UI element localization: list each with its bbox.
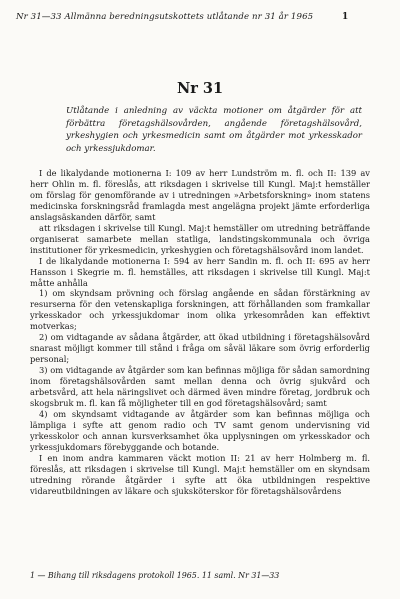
list-item: 2) om vidtagande av sådana åtgärder, att ökad utbildning i företagshälsovård snarast möjligt kommer till stånd i fråga om såväl läkare som övrig erforderlig personal; — [30, 332, 370, 365]
list-item: 1) om skyndsam prövning och förslag angående en sådan förstärkning av resurserna för den vetenskapliga forskningen, att förhållanden som framkallar yrkesskador och yrkessjukdomar inom olika yrkesområden kan effektivt motverkas; — [30, 288, 370, 332]
paragraph: I en inom andra kammaren väckt motion II: 21 av herr Holmberg m. fl. föreslås, att riksdagen i skrivelse till Kungl. Maj:t hemställer om en skyndsam utredning rörande åtgärder i syfte att öka utbildningen respektive vidareutbildningen av läkare och sjuksköterskor för företagshälsovårdens — [30, 452, 370, 496]
footnote: 1 — Bihang till riksdagens protokoll 1965. 11 saml. Nr 31—33 — [30, 571, 280, 580]
list-item: 3) om vidtagande av åtgärder som kan befinnas möjliga för sådan samordning inom företagshälsovården samt mellan denna och övrig sjukvård och arbetsvård, att hela näringslivet och därmed även mindre företag, jordbruk och skogsbruk m. fl. kan få möjligheter till en god företagshälsovård; samt — [30, 365, 370, 409]
paragraph: I de likalydande motionerna I: 109 av herr Lundström m. fl. och II: 139 av herr Ohlin m. fl. föreslås, att riksdagen i skrivelse till Kungl. Maj:t hemställer om förslag för genomförande av i utredningen »Arbetsforskning» inom statens medicinska forskningsråd framlagda mest angelägna projekt jämte erforderliga anslagsäskanden därför, samt — [30, 168, 370, 222]
paragraph: I de likalydande motionerna I: 594 av herr Sandin m. fl. och II: 695 av herr Hansson i Skegrie m. fl. hemställes, att riksdagen i skrivelse till Kungl. Maj:t måtte anhålla — [30, 255, 370, 288]
page-number: 1 — [342, 12, 349, 22]
list-item: 4) om skyndsamt vidtagande av åtgärder som kan befinnas möjliga och lämpliga i syfte att genom radio och TV samt genom undervisning vid yrkesskolor och annan kursverksamhet öka upplysningen om yrkesskador och yrkessjukdomars förebyggande och botande. — [30, 408, 370, 452]
document-heading: Nr 31 — [176, 80, 224, 97]
document-subtitle: Utlåtande i anledning av väckta motioner om åtgärder för att förbättra företagshälsovården, angående företagshälsovård, yrkeshygien och yrkesmedicin samt om åtgärder mot yrkesskador och yrkessjukdomar. — [66, 106, 362, 154]
document-body — [30, 168, 370, 497]
paragraph: att riksdagen i skrivelse till Kungl. Maj:t hemställer om utredning beträffande organiserat samarbete mellan statliga, landstingskommunala och övriga institutioner för yrkesmedicin, yrkeshygien och företagshälsovård inom landet. — [30, 222, 370, 255]
running-head: Nr 31—33 Allmänna beredningsutskottets utlåtande nr 31 år 1965 — [16, 12, 314, 22]
